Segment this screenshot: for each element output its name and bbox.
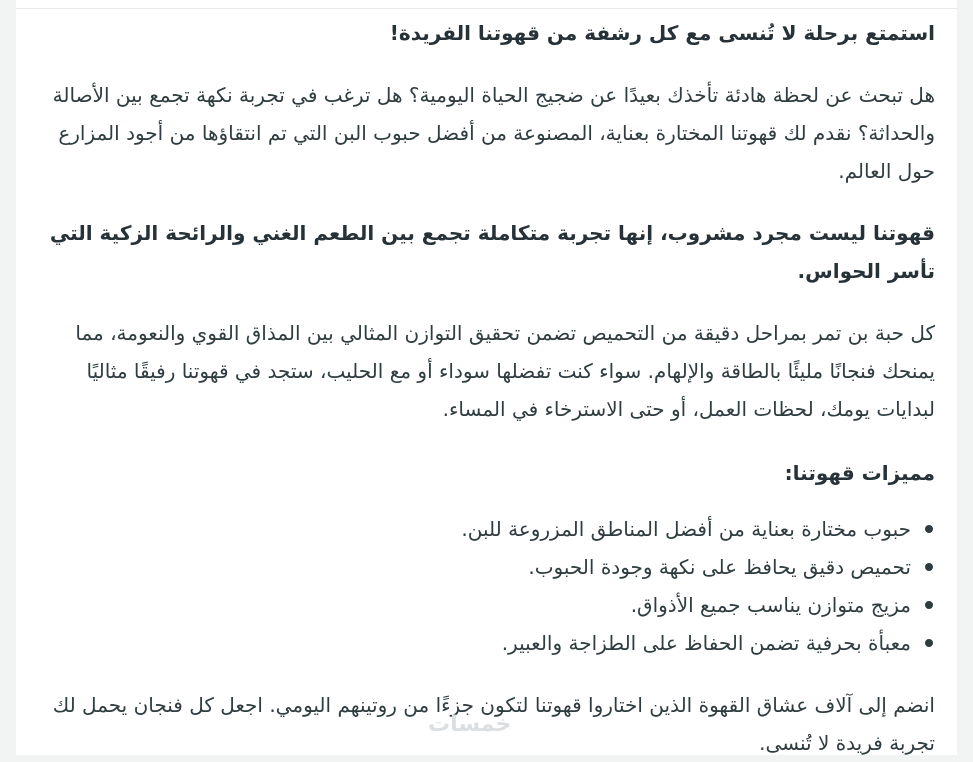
list-item bbox=[38, 624, 935, 662]
list-item bbox=[38, 586, 935, 624]
list-item bbox=[38, 510, 935, 548]
card-top-border bbox=[16, 0, 957, 9]
intro-heading: استمتع برحلة لا تُنسى مع كل رشفة من قهوتنا الفريدة! bbox=[389, 21, 935, 45]
watermark-logo: خمسات bbox=[428, 712, 512, 737]
closing-paragraph: انضم إلى آلاف عشاق القهوة الذين اختاروا قهوتنا لتكون جزءًا من روتينهم اليومي. اجعل كل فنجان يحمل لك تجربة فريدة لا تُنسى. bbox=[52, 693, 935, 755]
paragraph-details: كل حبة بن تمر بمراحل دقيقة من التحميص تضمن تحقيق التوازن المثالي بين المذاق القوي والنعومة، مما يمنحك فنجانًا مليئًا بالطاقة والإلهام. سواء كنت تفضلها سوداء أو مع الحليب، ستجد في قهوتنا رفيقًا مثاليًا لبدايات يومك، لحظات العمل، أو حتى الاسترخاء في المساء. bbox=[75, 321, 935, 421]
features-list bbox=[38, 510, 935, 662]
feature-text: معبأة بحرفية تضمن الحفاظ على الطزاجة والعبير. bbox=[501, 631, 911, 655]
paragraph-highlight: قهوتنا ليست مجرد مشروب، إنها تجربة متكاملة تجمع بين الطعم الغني والرائحة الزكية التي تأسر الحواس. bbox=[49, 221, 935, 283]
bullet-icon bbox=[925, 563, 933, 571]
list-item bbox=[38, 548, 935, 586]
paragraph-intro: هل تبحث عن لحظة هادئة تأخذك بعيدًا عن ضجيج الحياة اليومية؟ هل ترغب في تجربة نكهة تجمع بين الأصالة والحداثة؟ نقدم لك قهوتنا المختارة بعناية، المصنوعة من أفضل حبوب البن التي تم انتقاؤها من أجود المزارع حول العالم. bbox=[52, 83, 935, 183]
bullet-icon bbox=[925, 639, 933, 647]
bullet-icon bbox=[925, 601, 933, 609]
features-heading: مميزات قهوتنا: bbox=[784, 461, 935, 485]
description-card bbox=[16, 0, 957, 755]
feature-text: حبوب مختارة بعناية من أفضل المناطق المزروعة للبن. bbox=[461, 517, 911, 541]
feature-text: مزيج متوازن يناسب جميع الأذواق. bbox=[630, 593, 911, 617]
feature-text: تحميص دقيق يحافظ على نكهة وجودة الحبوب. bbox=[528, 555, 911, 579]
bullet-icon bbox=[925, 525, 933, 533]
